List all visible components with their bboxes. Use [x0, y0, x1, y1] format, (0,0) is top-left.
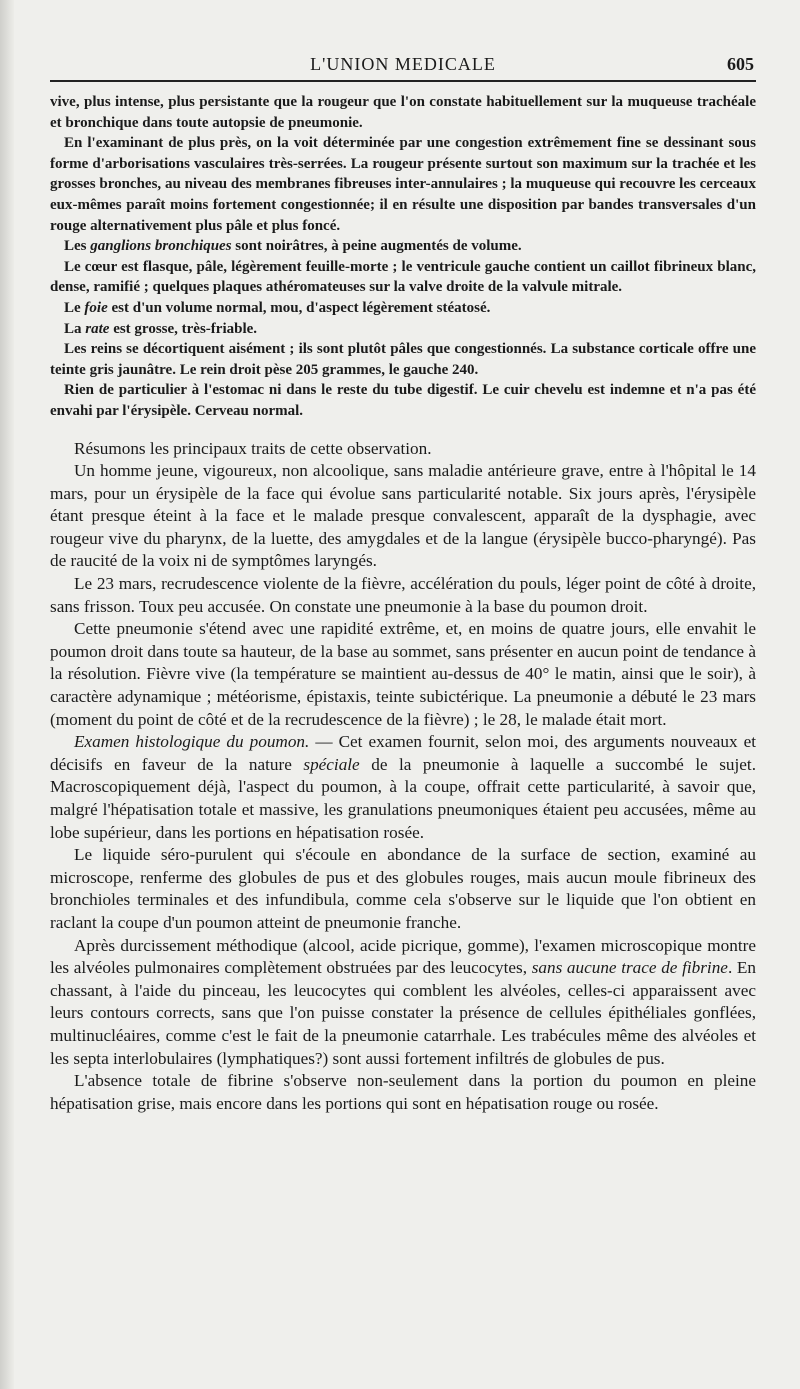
page-binding-shadow [0, 0, 14, 1389]
paragraph: Le 23 mars, recrudescence violente de la fièvre, accélération du pouls, léger point de côté à droite, sans frisson. Toux peu accusée. On constate une pneumonie à la base du poumon droit. [50, 574, 756, 616]
paragraph: Résumons les principaux traits de cette observation. [74, 438, 432, 458]
text-span: de la pneumonie à laquelle a succombé le sujet. Macroscopiquement déjà, l'aspect du poumon, à la coupe, offrait cette particularité, à savoir que, malgré l'hépatisation totale et massive, les granulations pneumoniques étaient peu accusées, même au lobe supérieur, dans les portions en hépatisation rosée. [50, 754, 757, 842]
paragraph [50, 935, 756, 1071]
paragraph: Les reins se décortiquent aisément ; ils sont plutôt pâles que congestionnés. La substance corticale offre une teinte gris jaunâtre. Le rein droit pèse 205 grammes, le gauche 240. [50, 341, 756, 378]
paragraph: vive, plus intense, plus persistante que la rougeur que l'on constate habituellement sur la muqueuse trachéale et bronchique dans toute autopsie de pneumonie. [50, 94, 756, 131]
text-span: Le [64, 299, 85, 316]
paragraph [50, 319, 756, 340]
paragraph: Le cœur est flasque, pâle, légèrement feuille-morte ; le ventricule gauche contient un caillot fibrineux blanc, dense, ramifié ; quelques plaques athéromateuses sur la valve droite de la valvule mitrale. [50, 258, 756, 296]
paragraph: Un homme jeune, vigoureux, non alcoolique, sans maladie antérieure grave, entre à l'hôpital le 14 mars, pour un érysipèle de la face qui évolue sans particularité notable. Six jours après, l'érysipèle étant presque éteint à la face et le malade presque convalescent, apparaît de la dysphagie, avec rougeur vive du pharynx, de la luette, des amygdales et de la langue (érysipèle bucco-pharyngé). Pas de raucité de la voix ni de symptômes laryngés. [50, 461, 756, 571]
text-span: est d'un volume normal, mou, d'aspect légèrement stéatosé. [107, 299, 491, 316]
text-span: . En chassant, à l'aide du pinceau, les leucocytes qui comblent les alvéoles, celles-ci apparaissent avec leurs contours corrects, sans que l'on puisse constater la présence de cellules épithéliales gonflées, multinucléaires, comme c'est le fait de la pneumonie catarrhale. Les trabécules même des alvéoles et les septa interlobulaires (lymphatiques?) sont aussi fortement infiltrés de globules de pus. [50, 958, 756, 1068]
page-number: 605 [727, 54, 754, 74]
paragraph: L'absence totale de fibrine s'observe non-seulement dans la portion du poumon en pleine hépatisation grise, mais encore dans les portions qui sont en hépatisation rouge ou rosée. [50, 1071, 756, 1113]
text-span: — Cet examen fournit, selon moi, des arguments nouveaux et décisifs en faveur de la nature [50, 732, 757, 774]
section-heading: Examen histologique du poumon. [74, 732, 310, 752]
running-header [50, 52, 756, 82]
paragraph [50, 731, 756, 844]
italic-term: ganglions bronchiques [90, 238, 232, 255]
paragraph [50, 298, 756, 319]
text-span: est grosse, très-friable. [109, 320, 258, 337]
text-span: La [64, 320, 86, 337]
journal-title: L'UNION MEDICALE [310, 54, 496, 74]
autopsy-notes [50, 92, 756, 422]
paragraph: Cette pneumonie s'étend avec une rapidité extrême, et, en moins de quatre jours, elle envahit le poumon droit dans toute sa hauteur, de la base au sommet, sans présenter en aucun point de tendance à la résolution. Fièvre vive (la température se maintient au-dessus de 40° le matin, ainsi que le soir), à caractère adynamique ; météorisme, épistaxis, teinte subictérique. La pneumonie a débuté le 23 mars (moment du point de côté et de la recrudescence de la fièvre) ; le 28, le malade était mort. [50, 619, 756, 729]
journal-page [50, 52, 756, 1115]
italic-term: sans aucune trace de fibrine [531, 958, 728, 978]
paragraph: En l'examinant de plus près, on la voit déterminée par une congestion extrêmement fine se dessinant sous forme d'arborisations vasculaires très-serrées. La rougeur présente surtout son maximum sur la trachée et les grosses bronches, au niveau des membranes fibreuses inter-annulaires ; la muqueuse qui recouvre les cerceaux eux-mêmes paraît moins fortement congestionnée; il en résulte une disposition par bandes transversales d'un rouge alternativement plus pâle et plus foncé. [50, 135, 756, 234]
observation-summary [50, 438, 756, 1116]
text-span: sont noirâtres, à peine augmentés de volume. [231, 238, 522, 255]
italic-term: rate [85, 320, 110, 337]
paragraph: Le liquide séro-purulent qui s'écoule en abondance de la surface de section, examiné au microscope, renferme des globules de pus et des globules rouges, mais aucun moule fibrineux des bronchioles terminales et des infundibula, comme cela s'observe sur le liquide que l'on obtient en raclant la coupe d'un poumon atteint de pneumonie franche. [50, 845, 756, 932]
paragraph [50, 236, 756, 257]
italic-term: spéciale [303, 754, 360, 774]
paragraph: Rien de particulier à l'estomac ni dans le reste du tube digestif. Le cuir chevelu est indemne et n'a pas été envahi par l'érysipèle. Cerveau normal. [50, 382, 756, 419]
italic-term: foie [84, 299, 108, 316]
text-span: Après durcissement méthodique (alcool, acide picrique, gomme), l'examen microscopique montre les alvéoles pulmonaires complètement obstruées par des leucocytes, [50, 935, 756, 978]
text-span: Les [64, 238, 91, 255]
